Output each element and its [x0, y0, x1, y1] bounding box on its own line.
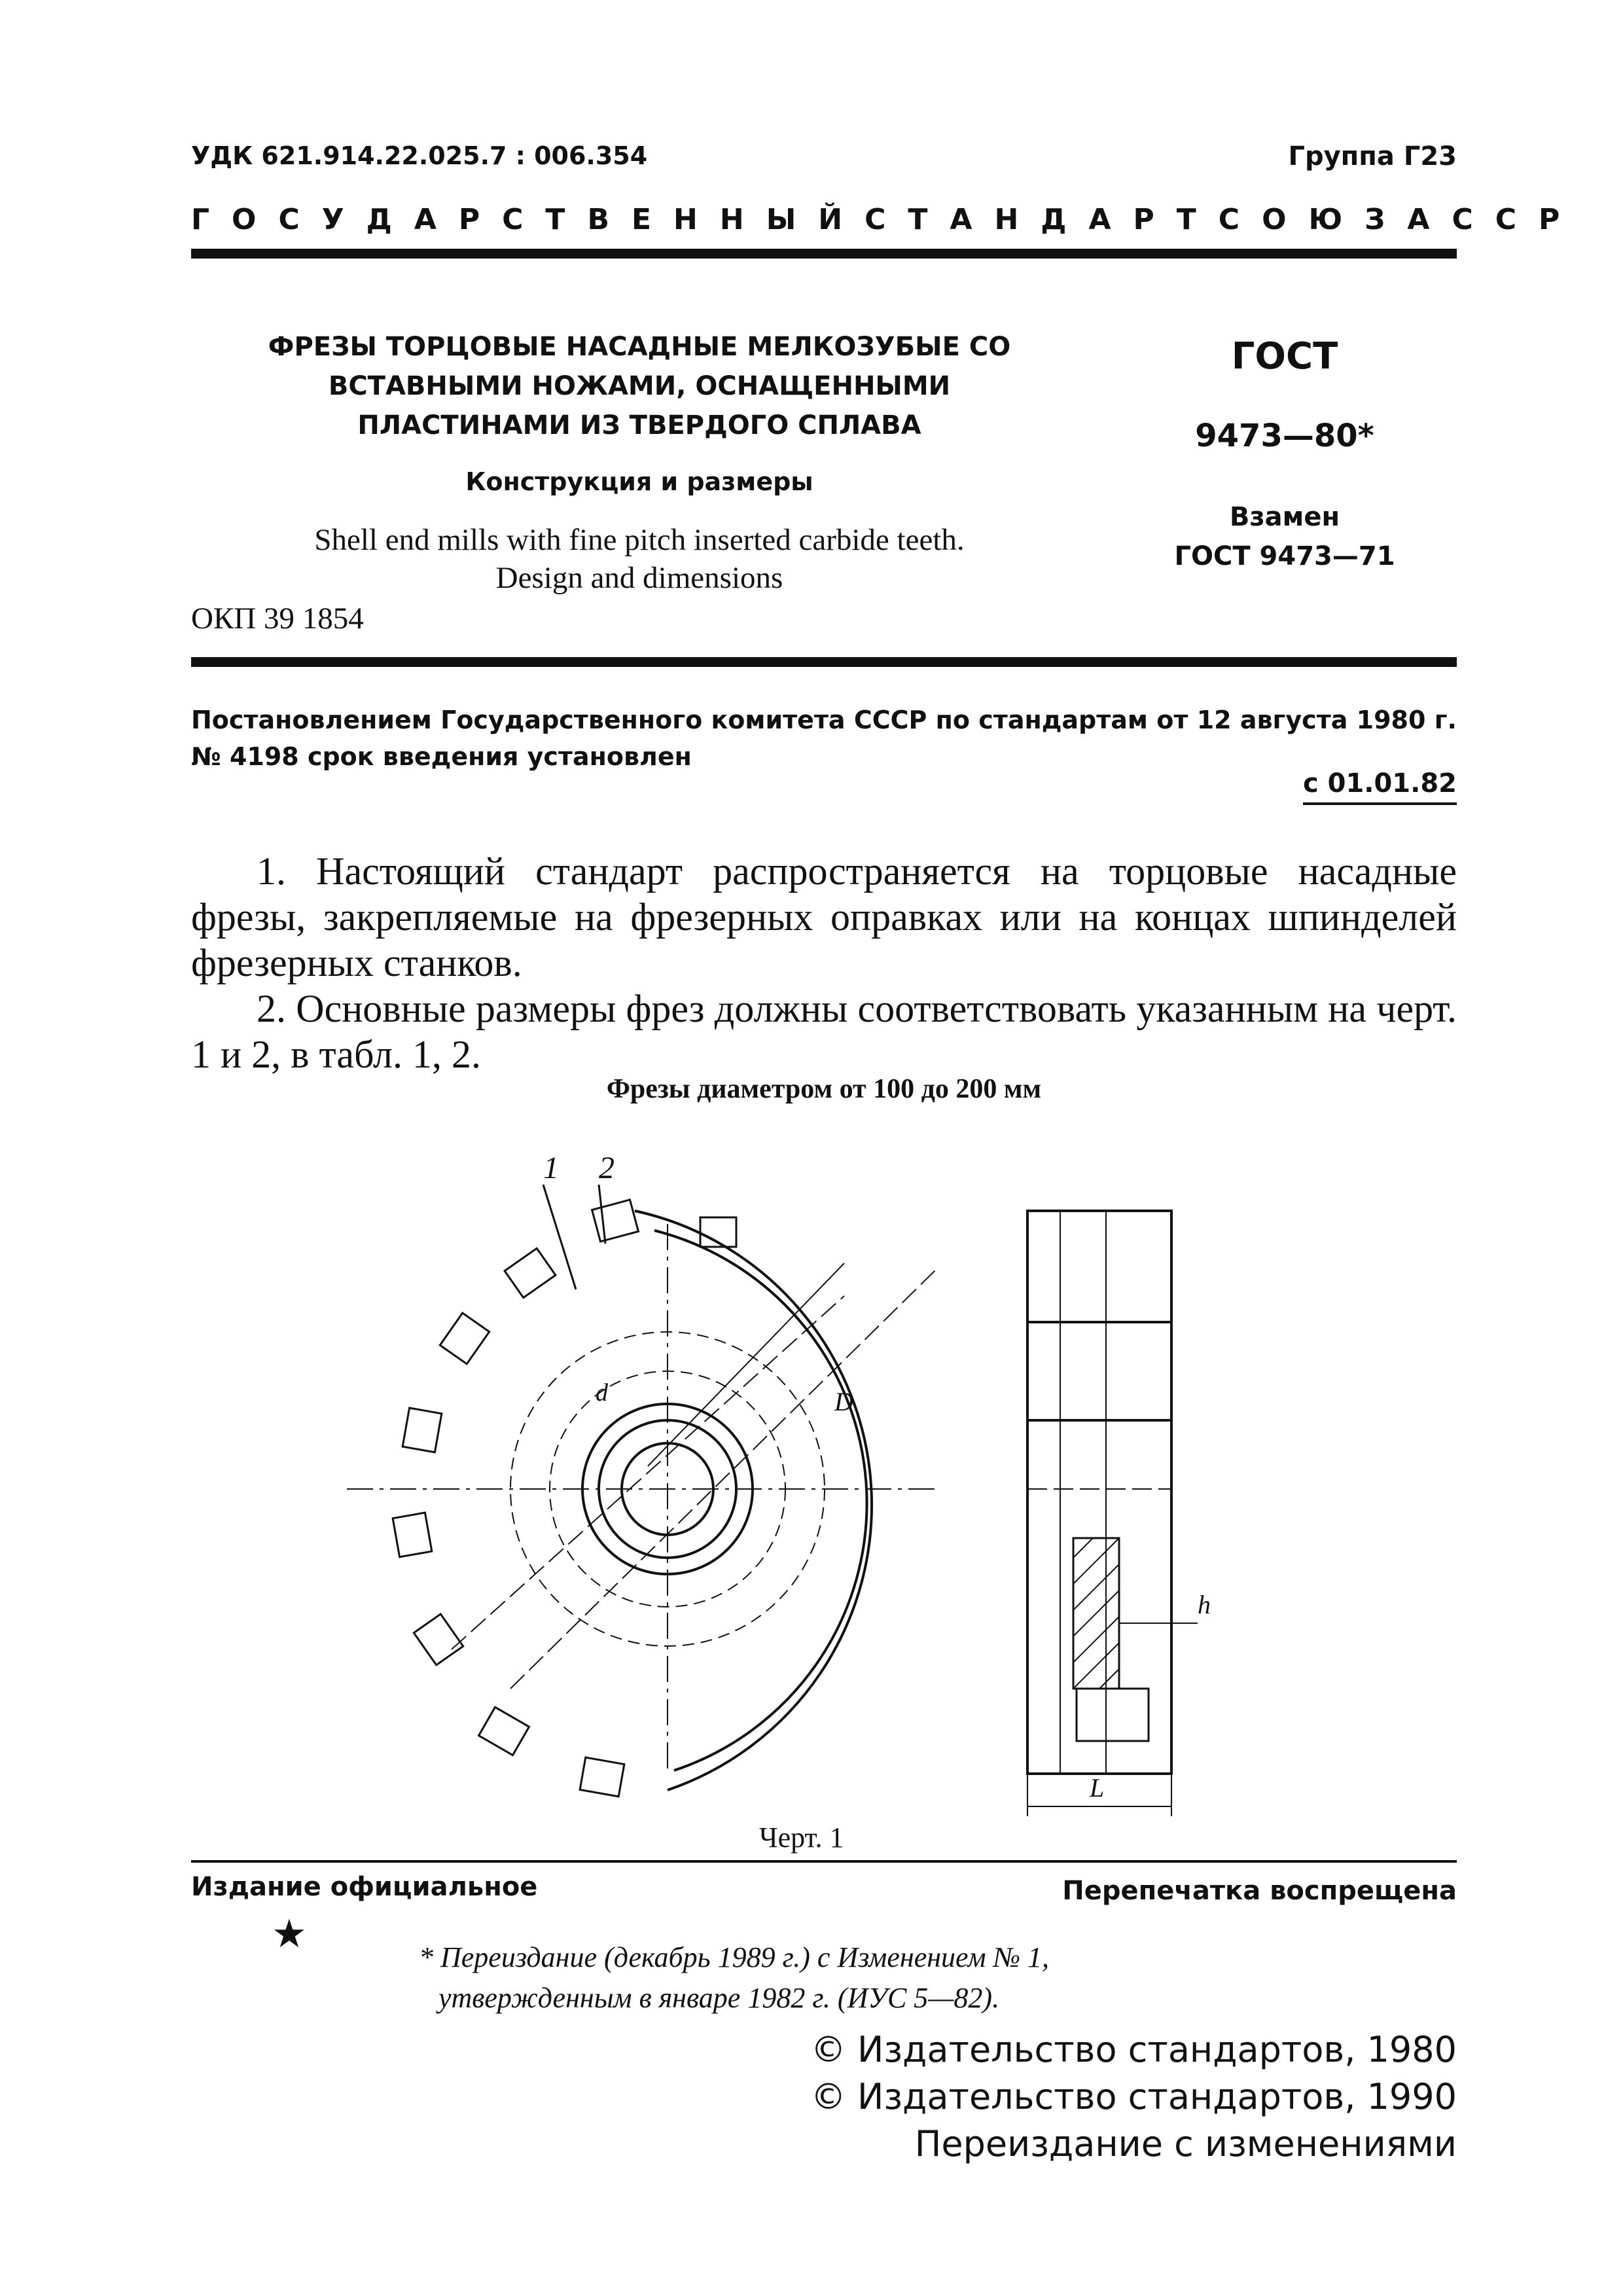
banner-word: ГОСУДАРСТВЕННЫЙ: [191, 203, 865, 236]
header-rule: [191, 249, 1457, 259]
label-part-1: 1: [543, 1151, 559, 1185]
official-edition: Издание официальное: [191, 1872, 538, 1902]
title-en-line: Design and dimensions: [495, 561, 783, 595]
star-icon: ★: [272, 1911, 307, 1957]
body-text: [191, 848, 1457, 1077]
reissue-note: Переиздание с изменениями: [914, 2123, 1457, 2164]
copyright-1980: © Издательство стандартов, 1980: [810, 2029, 1457, 2070]
standard-title-en: [191, 521, 1088, 597]
title-line: ВСТАВНЫМИ НОЖАМИ, ОСНАЩЕННЫМИ: [328, 371, 951, 401]
udk-code: УДК 621.914.22.025.7 : 006.354: [191, 141, 648, 170]
paragraph-1: 1. Настоящий стандарт распространяется на торцовые насадные фрезы, закрепляемые на фрезерных оправках или на концах шпинделей фрезерных станков.: [191, 850, 1457, 984]
footnote-line: утвержденным в январе 1982 г. (ИУС 5—82).: [438, 1982, 1000, 2014]
effective-date: с 01.01.82: [1303, 768, 1457, 805]
title-line: ФРЕЗЫ ТОРЦОВЫЕ НАСАДНЫЕ МЕЛКОЗУБЫЕ СО: [268, 332, 1011, 362]
title-en-line: Shell end mills with fine pitch inserted carbide teeth.: [314, 523, 965, 557]
footnote-line: * Переиздание (декабрь 1989 г.) с Изменением № 1,: [419, 1941, 1050, 1973]
copyright-1990: © Издательство стандартов, 1990: [810, 2076, 1457, 2117]
no-reprint-notice: Перепечатка воспрещена: [1062, 1876, 1457, 1906]
reissue-footnote: [419, 1937, 1049, 2018]
standard-title-ru: [191, 327, 1088, 445]
label-part-2: 2: [599, 1151, 615, 1185]
figure-caption: Черт. 1: [759, 1821, 844, 1854]
label-L: L: [1090, 1773, 1105, 1803]
footer-rule: [191, 1860, 1457, 1863]
paragraph-2: 2. Основные размеры фрез должны соответствовать указанным на черт. 1 и 2, в табл. 1, 2.: [191, 987, 1457, 1076]
group-code: Группа Г23: [1288, 141, 1457, 171]
title-line: ПЛАСТИНАМИ ИЗ ТВЕРДОГО СПЛАВА: [357, 410, 921, 440]
figure-title: Фрезы диаметром от 100 до 200 мм: [606, 1074, 1042, 1104]
label-D: D: [834, 1387, 853, 1416]
state-standard-banner: [191, 203, 1582, 236]
label-h: h: [1198, 1590, 1211, 1619]
milling-cutter-drawing: [347, 1126, 1276, 1820]
okp-code: ОКП 39 1854: [191, 601, 364, 636]
banner-word: СТАНДАРТ: [865, 203, 1219, 236]
banner-word: СОЮЗА: [1218, 203, 1452, 236]
gost-number: 9473—80*: [1195, 418, 1374, 454]
side-view: [1027, 1211, 1198, 1816]
label-d: d: [596, 1379, 608, 1407]
banner-word: ССР: [1452, 203, 1582, 236]
gost-label: ГОСТ: [1231, 335, 1338, 378]
decree-text: Постановлением Государственного комитета СССР по стандартам от 12 августа 1980 г. № 4198 срок введения установлен: [191, 706, 1457, 771]
replaces-label: Взамен: [1229, 502, 1340, 532]
replaces-standard: ГОСТ 9473—71: [1174, 541, 1395, 571]
title-rule: [191, 657, 1457, 667]
standard-subtitle: Конструкция и размеры: [465, 467, 813, 496]
replaces-block: [1113, 497, 1457, 576]
front-view: [347, 1185, 936, 1797]
